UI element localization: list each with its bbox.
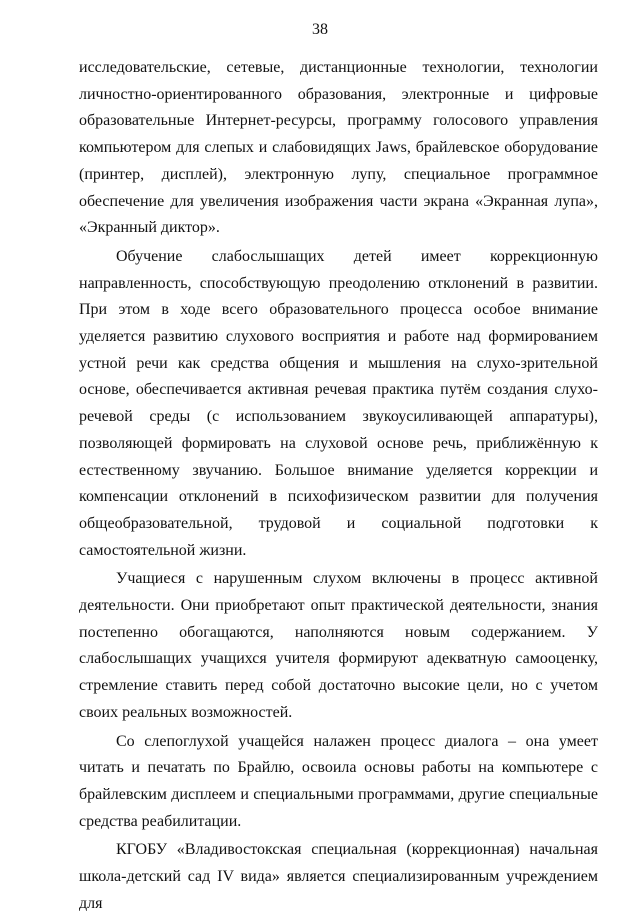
paragraph-technologies: исследовательские, сетевые, дистанционные технологии, технологии личностно-ориентированного образования, электронные и цифровые образовательные Интернет-ресурсы, программу голосового управления компьютером для слепых и слабовидящих Jaws, брайлевское оборудование (принтер, дисплей), электронную лупу, специальное программное обеспечение для увеличения изображения части экрана «Экранная лупа», «Экранный диктор». — [79, 59, 598, 237]
page-number: 38 — [312, 21, 328, 38]
paragraph-student-activity: Учащиеся с нарушенным слухом включены в процесс активной деятельности. Они приобретают опыт практической деятельности, знания постепенно обогащаются, наполняются новым содержанием. У слабослышащих учащихся учителя формируют адекватную самооценку, стремление ставить перед собой достаточно высокие цели, но с учетом своих реальных возможностей. — [79, 570, 598, 721]
paragraph-deafblind-student: Со слепоглухой учащейся налажен процесс диалога – она умеет читать и печатать по Брайлю, освоила основы работы на компьютере с брайлевским дисплеем и специальными программами, другие специальные средства реабилитации. — [79, 732, 598, 830]
paragraph-school-description: КГОБУ «Владивостокская специальная (коррекционная) начальная школа-детский сад IV вида» является специализированным учреждением для — [79, 841, 598, 912]
paragraph-hearing-impaired-education: Обучение слабослышащих детей имеет коррекционную направленность, способствующую преодолению отклонений в развитии. При этом в ходе всего образовательного процесса особое внимание уделяется развитию слухового восприятия и работе над формированием устной речи как средства общения и мышления на слухо-зрительной основе, обеспечивается активная речевая практика путём создания слухо-речевой среды (с использованием звукоусиливающей аппаратуры), позволяющей формировать на слуховой основе речь, приближённую к естественному звучанию. Большое внимание уделяется коррекции и компенсации отклонений в психофизическом развитии для получения общеобразовательной, трудовой и социальной подготовки к самостоятельной жизни. — [79, 247, 598, 559]
body-text — [79, 55, 598, 912]
